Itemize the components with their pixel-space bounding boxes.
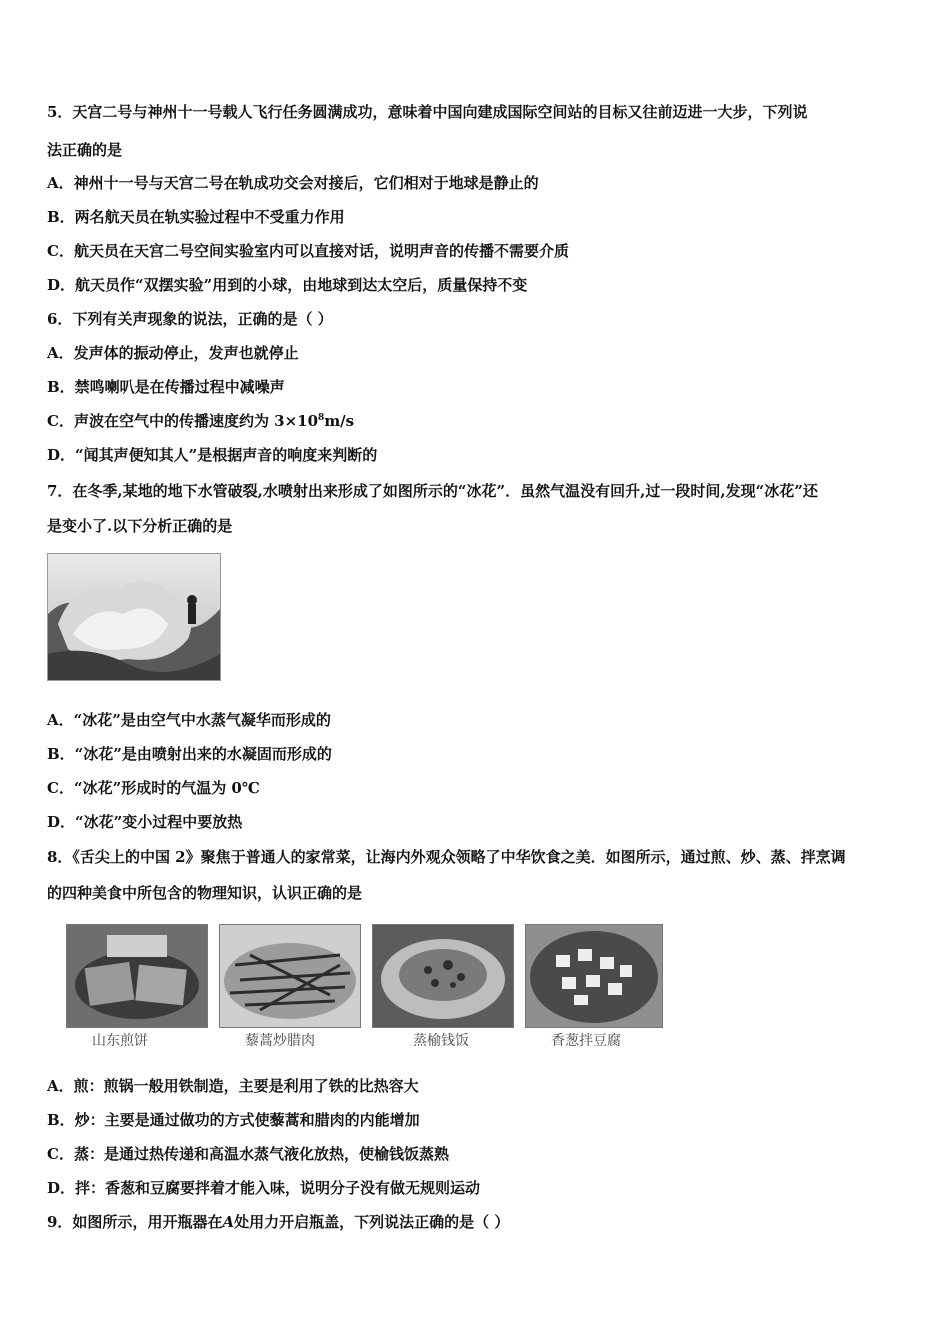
q6-option-c-text: C．声波在空气中的传播速度约为 3×10 [47,412,319,430]
steamed-rice-image [373,925,513,1027]
tofu-image [526,925,662,1027]
q9-stem [47,1213,509,1231]
food-photo-4 [525,924,663,1028]
q7-option-d: D．“冰花”变小过程中要放热 [47,813,243,831]
q5-option-d: D．航天员作“双摆实验”用到的小球，由地球到达太空后，质量保持不变 [47,276,528,294]
food-photo-1 [66,924,208,1028]
q8-stem-line2: 的四种美食中所包含的物理知识，认识正确的是 [47,884,363,902]
food-caption-3: 蒸榆钱饭 [413,1033,469,1049]
stirfry-image [220,925,360,1027]
q7-option-b: B．“冰花”是由喷射出来的水凝固而形成的 [47,745,332,763]
q9-stem-var: A [222,1213,235,1231]
q8-option-c: C．蒸：是通过热传递和高温水蒸气液化放热，使榆钱饭蒸熟 [47,1145,449,1163]
food-caption-2: 藜蒿炒腊肉 [245,1033,315,1049]
q8-stem-line1: 8．《舌尖上的中国 2》聚焦于普通人的家常菜，让海内外观众领略了中华饮食之美．如图所示，通过煎、炒、蒸、拌烹调 [47,848,846,866]
q5-stem-line2: 法正确的是 [47,141,123,159]
food-photo-2 [219,924,361,1028]
q6-option-a: A．发声体的振动停止，发声也就停止 [47,344,299,362]
pancake-image [67,925,207,1027]
food-caption-4: 香葱拌豆腐 [551,1033,621,1049]
q6-option-c-unit: m/s [324,412,355,430]
q6-option-b: B．禁鸣喇叭是在传播过程中减噪声 [47,378,285,396]
q8-option-b: B．炒：主要是通过做功的方式使藜蒿和腊肉的内能增加 [47,1111,420,1129]
q5-option-b: B．两名航天员在轨实验过程中不受重力作用 [47,208,345,226]
q5-option-a: A．神州十一号与天宫二号在轨成功交会对接后，它们相对于地球是静止的 [47,174,539,192]
q6-option-c [47,412,354,430]
q9-stem-tail: 处用力开启瓶盖，下列说法正确的是（ ） [234,1213,510,1231]
food-caption-1: 山东煎饼 [92,1033,148,1049]
q6-stem: 6．下列有关声现象的说法，正确的是（ ） [47,310,333,328]
q8-option-d: D．拌：香葱和豆腐要拌着才能入味，说明分子没有做无规则运动 [47,1179,481,1197]
q7-stem-line1: 7．在冬季,某地的地下水管破裂,水喷射出来形成了如图所示的“冰花”．虽然气温没有回升,过一段时间,发现“冰花”还 [47,482,818,500]
q8-option-a: A．煎：煎锅一般用铁制造，主要是利用了铁的比热容大 [47,1077,419,1095]
ice-flower-image [48,554,220,680]
q7-option-c: C．“冰花”形成时的气温为 0℃ [47,779,260,797]
q6-option-c-exponent: 8 [318,413,325,423]
food-photo-3 [372,924,514,1028]
q5-stem-line1: 5．天宫二号与神州十一号载人飞行任务圆满成功，意味着中国向建成国际空间站的目标又往前迈进一大步，下列说 [47,103,808,121]
q9-stem-text: 9．如图所示，用开瓶器在 [47,1213,223,1231]
q7-option-a: A．“冰花”是由空气中水蒸气凝华而形成的 [47,711,331,729]
q6-option-d: D．“闻其声便知其人”是根据声音的响度来判断的 [47,446,378,464]
ice-flower-photo [47,553,221,681]
q7-stem-line2: 是变小了.以下分析正确的是 [47,517,233,535]
q5-option-c: C．航天员在天宫二号空间实验室内可以直接对话，说明声音的传播不需要介质 [47,242,569,260]
